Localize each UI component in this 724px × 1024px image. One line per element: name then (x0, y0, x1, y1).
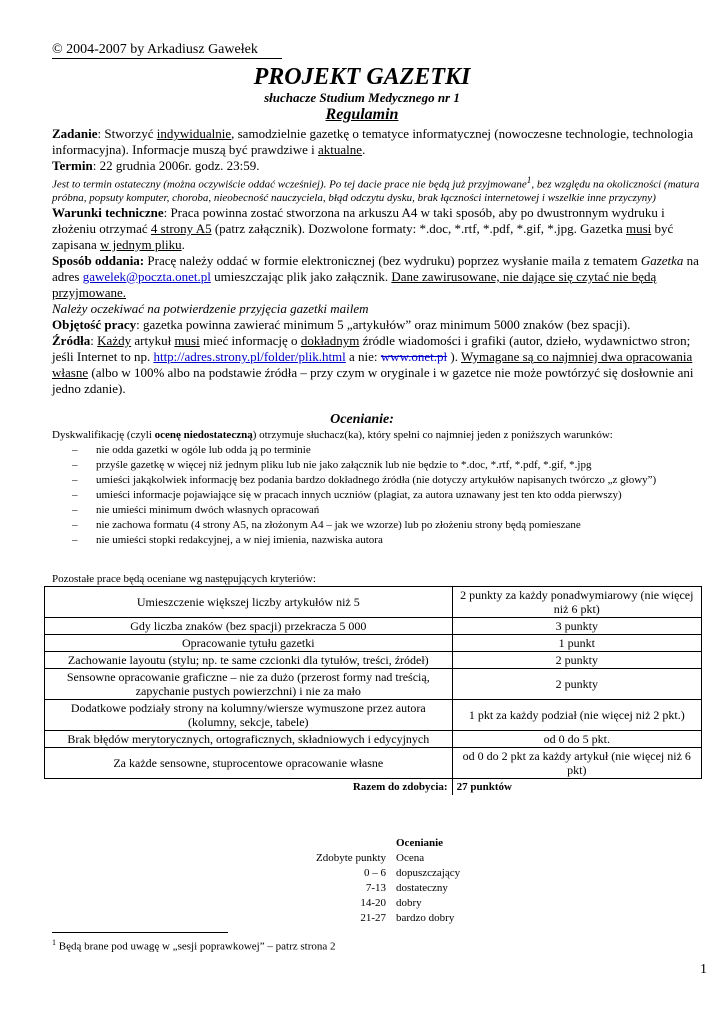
dash-bullet: – (72, 489, 78, 501)
disqualification-item: – przyśle gazetkę w więcej niż jednym pliku lub nie jako załącznik lub nie będzie to *.doc, *.rtf, *.pdf, *.gif, *.jpg (72, 459, 592, 471)
paragraph-sposob: Sposób oddania: Pracę należy oddać w formie elektronicznej (bez wydruku) poprzez wysłanie maila z tematem Gazetka na adres gawelek@poczta.onet.pl umieszczając plik jako załącznik. Dane zawirusowane, nie dające się czytać nie będą przyjmowane. (52, 252, 699, 300)
grading-heading: Ocenianie (396, 837, 444, 849)
label-warunki: Warunki techniczne (52, 204, 164, 220)
grade-points: 7-13 (365, 882, 386, 894)
grading-col-grade: Ocena (396, 852, 425, 864)
criterion-points: 2 punkty (452, 669, 701, 700)
criterion-text: Zachowanie layoutu (stylu; np. te same czcionki dla tytułów, treści, źródeł) (45, 652, 453, 669)
criterion-points: 3 punkty (452, 618, 701, 635)
grade-points: 0 – 6 (364, 867, 386, 879)
label-zadanie: Zadanie (52, 126, 98, 141)
criterion-text: Dodatkowe podziały strony na kolumny/wiersze wymuszone przez autora (kolumny, sekcje, tabele) (45, 700, 453, 731)
dash-bullet: – (72, 504, 78, 516)
total-value: 27 punktów (452, 779, 701, 796)
sposob-note: Należy oczekiwać na potwierdzenie przyjęcia gazetki mailem (52, 300, 369, 316)
criteria-table (44, 586, 702, 795)
label-termin: Termin (52, 158, 93, 173)
disqualification-item: – nie zachowa formatu (4 strony A5, na złożonym A4 – jak we wzorze) lub po złożeniu strony będą pomieszane (72, 519, 581, 531)
criterion-points: 1 pkt za każdy podział (nie więcej niż 2 pkt.) (452, 700, 701, 731)
criterion-text: Gdy liczba znaków (bez spacji) przekracza 5 000 (45, 618, 453, 635)
dash-bullet: – (72, 459, 78, 471)
label-sposob: Sposób oddania: (52, 252, 145, 268)
copyright-line: © 2004-2007 by Arkadiusz Gawełek (52, 42, 258, 57)
dash-bullet: – (72, 534, 78, 546)
grade-row (300, 896, 496, 911)
criteria-row (45, 748, 702, 779)
criterion-points: 2 punkty za każdy ponadwymiarowy (nie więcej niż 6 pkt) (452, 587, 701, 618)
grading-col-points: Zdobyte punkty (316, 852, 386, 864)
header-rule (52, 58, 282, 59)
criteria-row (45, 587, 702, 618)
paragraph-zadanie: Zadanie: Stworzyć indywidualnie, samodzielnie gazetkę o tematyce informatycznej (nowoczesne technologie, technologia informacyjna). Informacje muszą być prawdziwe i aktualne. (52, 126, 694, 157)
paragraph-zrodla: Źródła: Każdy artykuł musi mieć informację o dokładnym źródle wiadomości i grafiki (autor, dzieło, wydawnictwo stron; jeśli Internet to np. http://adres.strony.pl/folder/plik.html a nie: www.onet.pl ). Wymagane są co najmniej dwa opracowania własne (albo w 100% albo na podstawie źródła – przy czym w oryginale i w gazetce nie może powtórzyć się dosłownie ani jedno zdanie). (52, 332, 694, 396)
criterion-text: Sensowne opracowanie graficzne – nie za dużo (przerost formy nad treścią, zapychanie pustych powierzchni) i nie za mało (45, 669, 453, 700)
disqualification-item: – umieści jakąkolwiek informację bez podania bardzo dokładnego źródła (nie dotyczy artykułów napisanych twórczo „z głowy”) (72, 474, 657, 486)
criterion-points: 1 punkt (452, 635, 701, 652)
bad-source-example: www.onet.pl (380, 348, 448, 364)
document-subtitle: słuchacze Studium Medycznego nr 1 (264, 90, 460, 105)
disqualification-item: – nie odda gazetki w ogóle lub odda ją po terminie (72, 444, 311, 456)
criteria-intro: Pozostałe prace będą oceniane wg następujących kryteriów: (52, 573, 316, 585)
section-heading-ocenianie: Ocenianie: (330, 412, 394, 427)
criterion-text: Opracowanie tytułu gazetki (45, 635, 453, 652)
label-zrodla: Źródła (52, 332, 91, 348)
grade-row (300, 881, 496, 896)
criteria-row (45, 618, 702, 635)
grading-scale (300, 836, 496, 926)
footnote: $^1$ Będą brane pod uwagę w „sesji poprawkowej” – patrz strona 2 (52, 938, 336, 953)
grade-points: 21-27 (360, 912, 386, 924)
criteria-row (45, 635, 702, 652)
termin-note: Jest to termin ostateczny (można oczywiście oddać wcześniej). Po tej dacie prace nie będą już przyjmowane$^1$, bez względu na okoliczności (matura próbna, popsuty komputer, choroba, nieobecność nauczyciela, błąd odczytu dysku, brak łączności internetowej i wszelkie inne przyczyny) (52, 175, 700, 204)
label-objetosc: Objętość pracy (52, 316, 137, 332)
dash-bullet: – (72, 444, 78, 456)
criteria-row (45, 652, 702, 669)
criteria-row (45, 700, 702, 731)
disqualification-intro: Dyskwalifikację (czyli ocenę niedostateczną) otrzymuje słuchacz(ka), który spełni co najmniej jeden z poniższych warunków: (52, 429, 613, 441)
criterion-text: Umieszczenie większej liczby artykułów niż 5 (45, 587, 453, 618)
rules-body (52, 126, 708, 397)
document-title: PROJEKT GAZETKI (253, 64, 471, 90)
criteria-total-row (45, 779, 702, 796)
criteria-row (45, 669, 702, 700)
section-heading-regulamin: Regulamin (325, 106, 399, 123)
footnote-rule (52, 932, 228, 933)
criterion-text: Brak błędów merytorycznych, ortograficznych, składniowych i edycyjnych (45, 731, 453, 748)
disqualification-item: – umieści informacje pojawiające się w pracach innych uczniów (plagiat, za autora uznawany jest ten kto odda pierwszy) (72, 489, 622, 501)
disqualification-section (52, 428, 712, 548)
email-link[interactable]: gawelek@poczta.onet.pl (82, 268, 211, 284)
grade-points: 14-20 (360, 897, 386, 909)
grade-label: dopuszczający (396, 867, 461, 879)
grade-row (300, 911, 496, 926)
criterion-points: 2 punkty (452, 652, 701, 669)
dash-bullet: – (72, 474, 78, 486)
criteria-row (45, 731, 702, 748)
example-source-link[interactable]: http://adres.strony.pl/folder/plik.html (153, 348, 346, 364)
disqualification-list (52, 443, 712, 548)
criterion-points: od 0 do 5 pkt. (452, 731, 701, 748)
criterion-points: od 0 do 2 pkt za każdy artykuł (nie więcej niż 6 pkt) (452, 748, 701, 779)
total-label: Razem do zdobycia: (45, 779, 453, 796)
grade-row (300, 866, 496, 881)
paragraph-termin: Termin: 22 grudnia 2006r. godz. 23:59. (52, 158, 260, 173)
dash-bullet: – (72, 519, 78, 531)
page-number: 1 (700, 962, 707, 977)
paragraph-warunki: Warunki techniczne: Praca powinna zostać stworzona na arkuszu A4 w taki sposób, aby po dwustronnym wydruku i złożeniu otrzymać 4 strony A5 (patrz załącznik). Dozwolone formaty: *.doc, *.rtf, *.pdf, *.gif, *.jpg. Gazetka musi być zapisana w jednym pliku. (52, 204, 674, 252)
grade-label: dostateczny (396, 882, 448, 894)
grade-label: dobry (396, 897, 422, 909)
grade-label: bardzo dobry (396, 912, 455, 924)
paragraph-objetosc: Objętość pracy: gazetka powinna zawierać minimum 5 „artykułów” oraz minimum 5000 znaków (bez spacji). (52, 316, 631, 332)
criterion-text: Za każde sensowne, stuprocentowe opracowanie własne (45, 748, 453, 779)
disqualification-item: – nie umieści minimum dwóch własnych opracowań (72, 504, 320, 516)
disqualification-item: – nie umieści stopki redakcyjnej, a w niej imienia, nazwiska autora (72, 534, 383, 546)
